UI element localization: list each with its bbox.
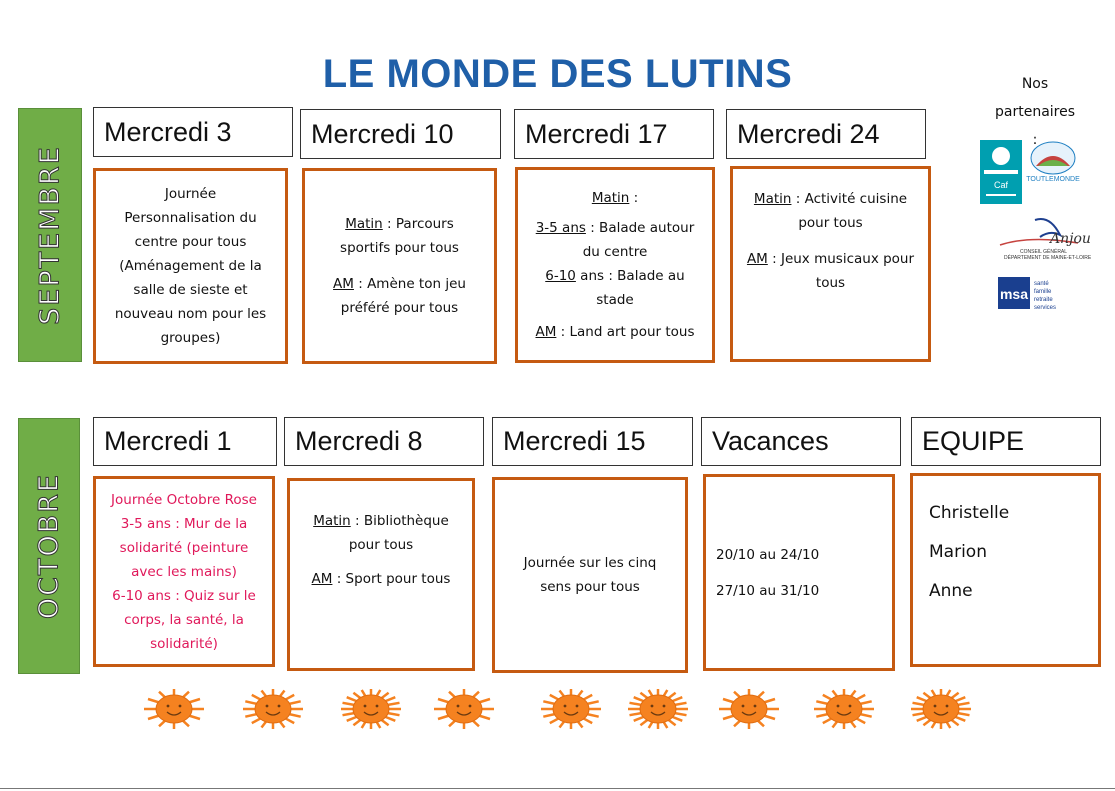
activity-line: sens pour tous — [540, 579, 640, 595]
activity-line: tous — [815, 275, 846, 291]
activity-line — [309, 212, 490, 236]
month-label-september — [18, 108, 82, 362]
svg-text:CONSEIL GÉNÉRAL: CONSEIL GÉNÉRAL — [1020, 249, 1068, 255]
sun-icon — [530, 688, 612, 730]
sun-icon — [330, 688, 412, 730]
matin-label: Matin — [753, 191, 792, 207]
activity-box — [515, 167, 715, 363]
activity-box — [302, 168, 497, 364]
activity-text: : Jeux musicaux pour — [767, 251, 915, 267]
day-header: Mercredi 24 — [726, 109, 926, 159]
activity-line: centre pour tous — [134, 234, 247, 250]
activity-line: Journée Octobre Rose — [111, 491, 257, 508]
activity-line: Personnalisation du — [124, 210, 257, 226]
team-member: Christelle — [929, 503, 1010, 523]
activity-box — [93, 168, 288, 364]
sun-icon — [900, 688, 982, 730]
activity-text: : Bibliothèque — [350, 513, 449, 529]
day-header: Mercredi 17 — [514, 109, 714, 159]
activity-line — [522, 216, 708, 240]
activity-line: pour tous — [798, 215, 863, 231]
activity-box — [287, 478, 475, 671]
svg-text:TOUTLEMONDE: TOUTLEMONDE — [1026, 176, 1080, 183]
activity-line — [522, 186, 708, 210]
svg-text:retraite: retraite — [1034, 297, 1053, 303]
age-label: 3-5 ans — [535, 220, 586, 236]
vacances-box — [703, 474, 895, 671]
activity-line: du centre — [582, 244, 648, 260]
vacation-dates: 20/10 au 24/10 — [716, 546, 820, 563]
activity-text: : Amène ton jeu — [353, 276, 466, 292]
month-text: SEPTEMBRE — [34, 145, 66, 325]
sun-icon — [232, 688, 314, 730]
activity-line: nouveau nom pour les — [114, 306, 267, 322]
activity-line: solidarité) — [150, 635, 218, 652]
activity-line — [737, 247, 924, 271]
svg-text:santé: santé — [1034, 281, 1049, 287]
activity-line: 3-5 ans : Mur de la — [120, 515, 248, 532]
activity-line: Journée sur les cinq — [523, 555, 657, 571]
svg-text:Anjou: Anjou — [1050, 231, 1091, 247]
matin-label: Matin — [591, 190, 630, 206]
svg-text:famille: famille — [1034, 289, 1052, 295]
activity-line: pour tous — [348, 537, 414, 553]
vacation-dates: 27/10 au 31/10 — [716, 582, 820, 599]
team-member: Anne — [929, 581, 973, 601]
activity-text: : Balade autour — [585, 220, 695, 236]
msa-logo — [998, 277, 1072, 317]
equipe-box — [910, 473, 1101, 667]
sun-icon — [423, 688, 505, 730]
activity-text: ans : Balade au — [575, 268, 685, 284]
activity-line: corps, la santé, la — [124, 611, 244, 628]
activity-line — [294, 567, 468, 591]
activity-text: : Activité cuisine — [791, 191, 908, 207]
activity-line — [522, 264, 708, 288]
bottom-divider — [0, 788, 1115, 789]
activity-line — [522, 320, 708, 344]
activity-line: groupes) — [160, 330, 221, 346]
activity-line: préféré pour tous — [340, 300, 459, 316]
svg-text:services: services — [1034, 305, 1057, 311]
activity-line: avec les mains) — [131, 563, 237, 580]
age-label: 6-10 — [545, 268, 576, 284]
activity-line — [309, 272, 490, 296]
anjou-logo — [990, 215, 1092, 264]
activity-line: (Aménagement de la — [119, 258, 262, 274]
activity-line: salle de sieste et — [133, 282, 248, 298]
am-label: AM — [746, 251, 768, 267]
day-header: Mercredi 1 — [93, 417, 277, 466]
activity-line — [294, 509, 468, 533]
day-header: Mercredi 10 — [300, 109, 501, 159]
activity-box — [93, 476, 275, 667]
activity-text: : Land art pour tous — [556, 324, 695, 340]
day-header: Mercredi 8 — [284, 417, 484, 466]
svg-text:Caf: Caf — [993, 180, 1009, 190]
activity-text: : Parcours — [382, 216, 454, 232]
am-label: AM — [333, 276, 354, 292]
am-label: AM — [311, 571, 333, 587]
activity-line: stade — [596, 292, 634, 308]
matin-label: Matin — [345, 216, 383, 232]
matin-label: Matin — [313, 513, 351, 529]
month-text: OCTOBRE — [33, 472, 65, 620]
sun-icon — [803, 688, 885, 730]
activity-line — [737, 187, 924, 211]
am-label: AM — [535, 324, 557, 340]
day-header: Mercredi 15 — [492, 417, 693, 466]
activity-line: solidarité (peinture — [119, 539, 249, 556]
month-label-october — [18, 418, 80, 674]
activity-text: : — [629, 190, 639, 206]
activity-line: sportifs pour tous — [340, 240, 459, 256]
page-title: LE MONDE DES LUTINS — [322, 52, 793, 96]
team-member: Marion — [929, 542, 987, 562]
activity-box — [730, 166, 931, 362]
activity-box — [492, 477, 688, 673]
day-header: Vacances — [701, 417, 901, 466]
partners-title-text: Nos partenaires : — [995, 76, 1076, 148]
activity-line: 6-10 ans : Quiz sur le — [112, 587, 256, 604]
day-header: EQUIPE — [911, 417, 1101, 466]
day-header: Mercredi 3 — [93, 107, 293, 157]
activity-text: : Sport pour tous — [332, 571, 451, 587]
activity-line: Journée — [164, 186, 217, 202]
svg-text:msa: msa — [999, 286, 1029, 302]
sun-icon — [708, 688, 790, 730]
sun-icon — [617, 688, 699, 730]
toutlemonde-logo — [1028, 140, 1078, 189]
caf-logo — [980, 140, 1022, 208]
sun-icon — [133, 688, 215, 730]
svg-text:DÉPARTEMENT DE MAINE-ET-LOIRE: DÉPARTEMENT DE MAINE-ET-LOIRE — [1004, 255, 1092, 261]
